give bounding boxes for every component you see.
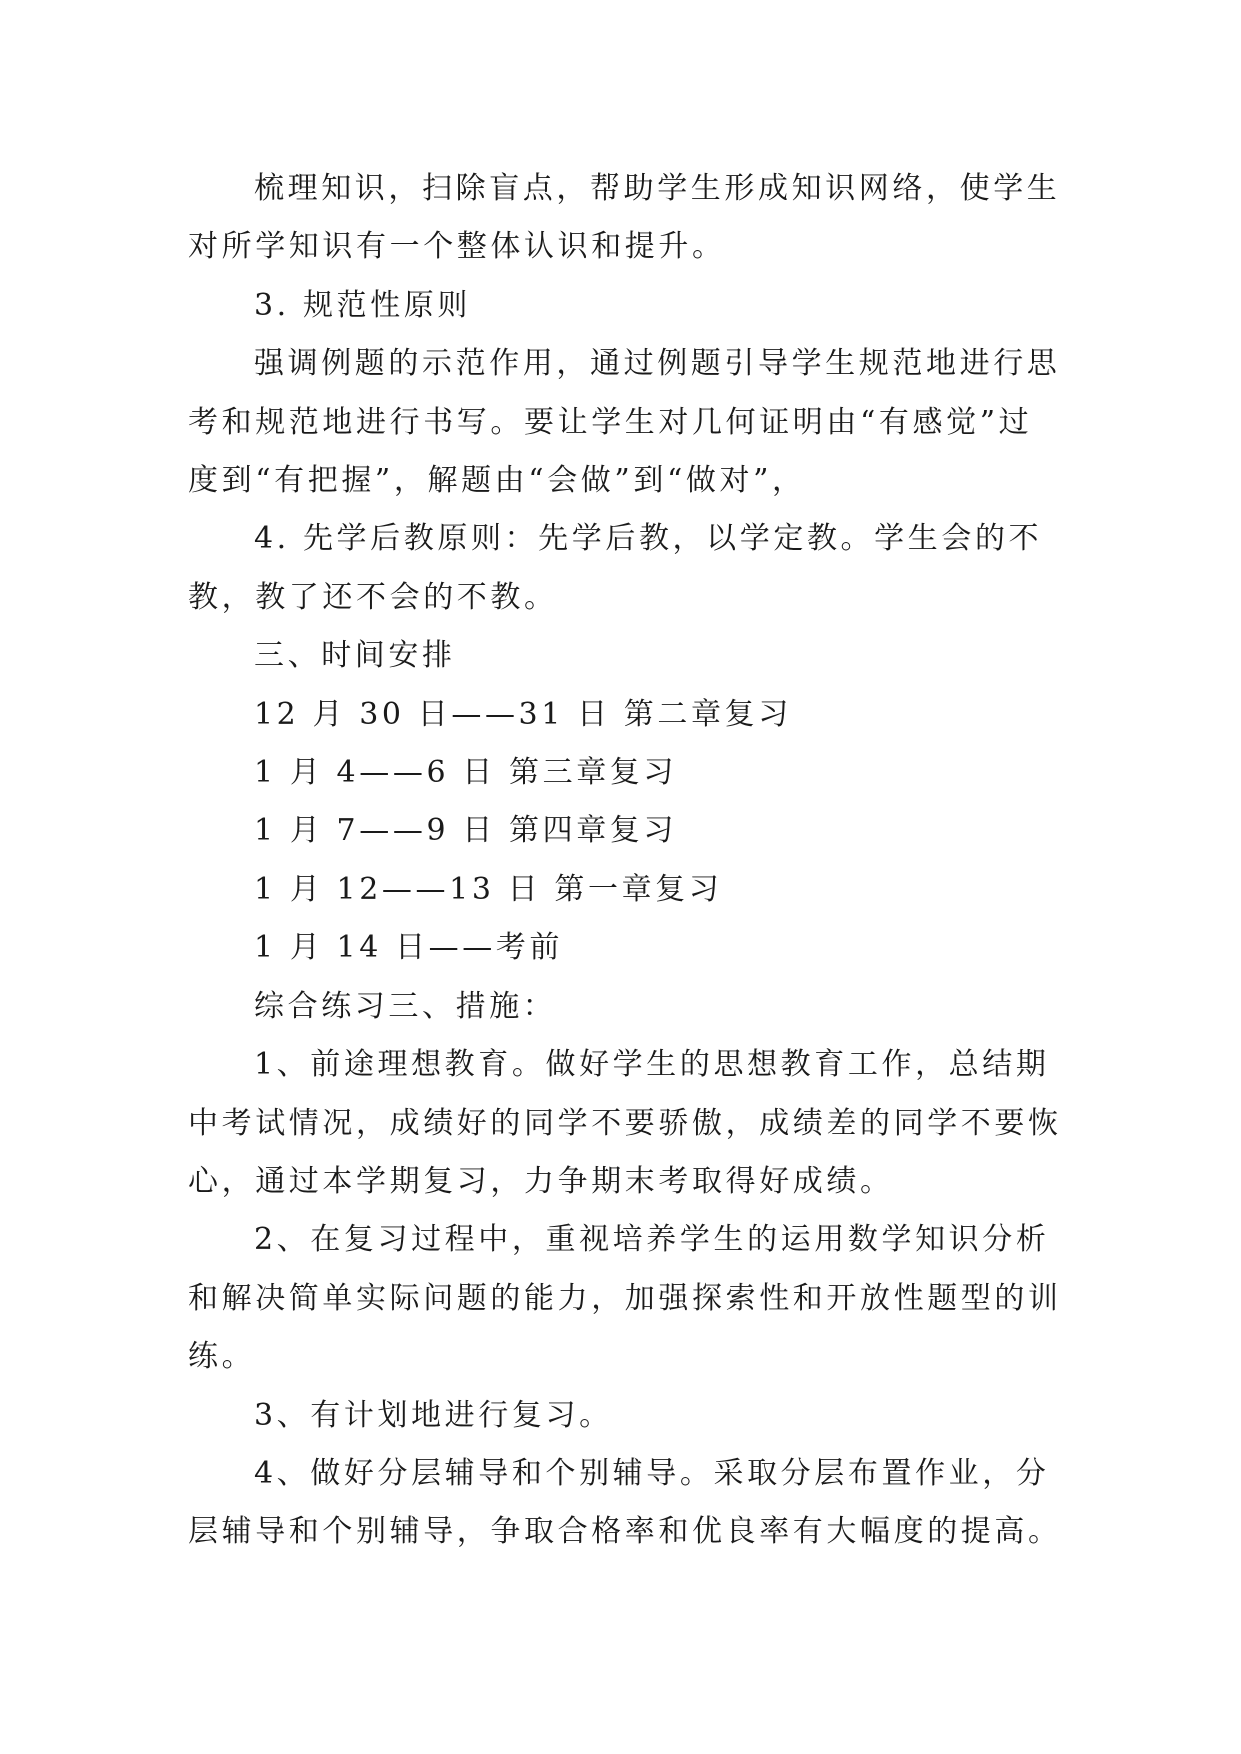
text-line xyxy=(188,1153,1068,1211)
line-18: 2、在复习过程中，重视培养学生的运用数学知识分析 xyxy=(254,1222,1050,1258)
line-17: 心，通过本学期复习，力争期末考取得好成绩。 xyxy=(188,1163,894,1199)
line-21: 3、有计划地进行复习。 xyxy=(254,1397,613,1433)
text-line xyxy=(188,277,1068,335)
text-line xyxy=(188,160,1068,218)
line-2: 3. 规范性原则 xyxy=(254,287,471,323)
text-line xyxy=(188,1503,1068,1561)
line-19: 和解决简单实际问题的能力，加强探索性和开放性题型的训 xyxy=(188,1280,1062,1316)
text-line xyxy=(188,1095,1068,1153)
line-15: 1、前途理想教育。做好学生的思想教育工作，总结期 xyxy=(254,1047,1050,1083)
text-line xyxy=(188,686,1068,744)
text-line xyxy=(188,744,1068,802)
text-line xyxy=(188,1445,1068,1503)
text-line xyxy=(188,1211,1068,1269)
text-line xyxy=(188,1270,1068,1328)
line-7: 教，教了还不会的不教。 xyxy=(188,579,558,615)
line-9: 12 月 30 日——31 日 第二章复习 xyxy=(254,696,792,732)
line-1: 对所学知识有一个整体认识和提升。 xyxy=(188,229,726,265)
text-line xyxy=(188,394,1068,452)
text-line xyxy=(188,1036,1068,1094)
line-14: 综合练习三、措施： xyxy=(254,988,557,1024)
line-6: 4. 先学后教原则：先学后教，以学定教。学生会的不 xyxy=(254,521,1043,557)
text-line xyxy=(188,452,1068,510)
text-line xyxy=(188,218,1068,276)
line-16: 中考试情况，成绩好的同学不要骄傲，成绩差的同学不要恢 xyxy=(188,1105,1062,1141)
line-22: 4、做好分层辅导和个别辅导。采取分层布置作业，分 xyxy=(254,1455,1050,1491)
text-line xyxy=(188,919,1068,977)
document-body xyxy=(188,160,1068,1562)
text-line xyxy=(188,861,1068,919)
line-0: 梳理知识，扫除盲点，帮助学生形成知识网络，使学生 xyxy=(254,171,1061,206)
line-3: 强调例题的示范作用，通过例题引导学生规范地进行思 xyxy=(254,346,1061,382)
line-10: 1 月 4——6 日 第三章复习 xyxy=(254,755,678,791)
line-4: 考和规范地进行书写。要让学生对几何证明由“有感觉”过 xyxy=(188,404,1033,440)
line-20: 练。 xyxy=(188,1339,256,1375)
line-5: 度到“有把握”，解题由“会做”到“做对”， xyxy=(188,463,806,499)
text-line xyxy=(188,802,1068,860)
text-line xyxy=(188,335,1068,393)
line-11: 1 月 7——9 日 第四章复习 xyxy=(254,813,678,849)
line-12: 1 月 12——13 日 第一章复习 xyxy=(254,871,723,907)
text-line xyxy=(188,1328,1068,1386)
text-line xyxy=(188,1387,1068,1445)
line-8: 三、时间安排 xyxy=(254,638,456,674)
text-line xyxy=(188,978,1068,1036)
text-line xyxy=(188,569,1068,627)
text-line xyxy=(188,627,1068,685)
line-23: 层辅导和个别辅导，争取合格率和优良率有大幅度的提高。 xyxy=(188,1514,1062,1550)
text-line xyxy=(188,510,1068,568)
line-13: 1 月 14 日——考前 xyxy=(254,930,564,966)
